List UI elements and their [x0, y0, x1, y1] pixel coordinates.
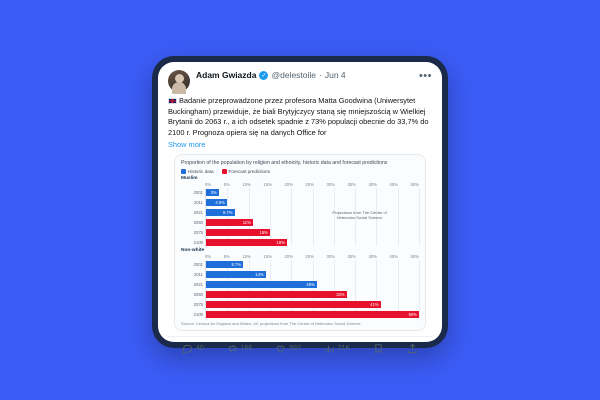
bar-category-label: 2050 — [193, 219, 203, 225]
like-button[interactable] — [275, 343, 301, 354]
bookmark-button[interactable] — [373, 343, 384, 354]
bar-value-label: 8.7% — [231, 261, 242, 267]
x-axis-muslim — [205, 182, 419, 187]
device-frame — [152, 56, 448, 353]
bar — [206, 189, 219, 196]
chart-legend — [181, 169, 419, 174]
bar-row — [193, 198, 419, 206]
bar-category-label: 2100 — [193, 239, 203, 245]
xtick: 10% — [242, 182, 251, 188]
bar-row — [193, 188, 419, 196]
chart-source: Source: Census for England and Wales, UK projections from The Centre of Heterodox Social Science — [181, 321, 361, 327]
bar — [206, 199, 227, 206]
bar-row — [193, 290, 419, 298]
bar-value-label: 33% — [336, 291, 345, 297]
bar-category-label: 2100 — [193, 311, 203, 317]
bars-nonwhite — [193, 260, 419, 318]
bar — [206, 291, 347, 298]
author-block — [196, 70, 432, 80]
show-more-link[interactable]: Show more — [168, 140, 206, 150]
reply-icon — [182, 343, 193, 354]
xtick: 5% — [223, 254, 230, 260]
bar-row — [193, 238, 419, 246]
bars-muslim — [193, 188, 419, 246]
legend-label-forecast: Forecast predictions — [228, 169, 270, 175]
uk-flag-icon — [168, 98, 177, 104]
bookmark-icon — [373, 343, 384, 354]
xtick: 45% — [389, 182, 398, 188]
handle[interactable]: @delestoile — [271, 70, 317, 80]
avatar[interactable] — [168, 70, 190, 92]
more-options-icon[interactable]: ••• — [418, 69, 432, 82]
bar-category-label: 2050 — [193, 291, 203, 297]
bar — [206, 239, 287, 246]
bar-value-label: 19% — [276, 239, 285, 245]
heart-icon — [275, 343, 286, 354]
bar-row — [193, 270, 419, 278]
xtick: 0% — [205, 182, 212, 188]
xtick: 25% — [305, 254, 314, 260]
xtick: 30% — [326, 254, 335, 260]
xtick: 0% — [205, 254, 212, 260]
chart-title: Proportion of the population by religion and ethnicity, historic data and forecast predictions — [181, 160, 388, 167]
xtick: 45% — [389, 254, 398, 260]
xtick: 10% — [242, 254, 251, 260]
views-count: 21K — [337, 345, 351, 353]
xtick: 35% — [347, 254, 356, 260]
bar-row — [193, 208, 419, 216]
bar-row — [193, 260, 419, 268]
bar — [206, 271, 266, 278]
tweet-header — [168, 70, 432, 92]
bar-value-label: 3% — [210, 189, 217, 195]
bar-value-label: 41% — [370, 301, 379, 307]
author-row — [196, 71, 432, 80]
bar — [206, 301, 381, 308]
retweet-button[interactable] — [227, 343, 253, 354]
bar — [206, 219, 253, 226]
legend-swatch-historic — [181, 169, 186, 174]
xtick: 5% — [223, 182, 230, 188]
analytics-icon — [324, 343, 335, 354]
xtick: 15% — [263, 254, 272, 260]
chart-card[interactable] — [174, 154, 426, 331]
bar-category-label: 2021 — [193, 281, 203, 287]
bar-category-label: 2021 — [193, 209, 203, 215]
bar-row — [193, 280, 419, 288]
bar-value-label: 11% — [242, 219, 251, 225]
bar-value-label: 4.9% — [215, 199, 225, 205]
xtick: 50% — [410, 182, 419, 188]
gridline — [419, 260, 420, 318]
tweet-card — [158, 62, 442, 366]
bar-category-label: 2011 — [193, 199, 203, 205]
bar — [206, 229, 270, 236]
bar-category-label: 2001 — [193, 189, 203, 195]
bar — [206, 281, 317, 288]
tweet-body: Badanie przeprowadzone przez profesora Matta Goodwina (Uniwersytet Buckingham) przewiduje, że biali Brytyjczycy staną się mniejszością w Wielkiej Brytanii do 2063 r., a ich odsetek spadnie z 73% populacji obecnie do 33,7% do 2100 r. Prognoza opiera się na danych Office for — [168, 96, 429, 137]
bar — [206, 209, 235, 216]
xtick: 30% — [326, 182, 335, 188]
gridline — [419, 188, 420, 246]
tweet-text — [168, 96, 432, 138]
xtick: 40% — [368, 254, 377, 260]
xtick: 25% — [305, 182, 314, 188]
xtick: 20% — [284, 254, 293, 260]
bar — [206, 311, 419, 318]
bar-category-label: 2075 — [193, 301, 203, 307]
chart-annotation: Projections from The Centre of Heterodox Social Science — [332, 210, 387, 221]
bar-category-label: 2001 — [193, 261, 203, 267]
bar-value-label: 26% — [306, 281, 315, 287]
chart-plot-muslim — [181, 182, 419, 246]
bar-value-label: 15% — [259, 229, 268, 235]
verified-badge-icon: ✓ — [261, 72, 267, 79]
views-button[interactable] — [324, 343, 350, 354]
x-axis-nonwhite — [205, 254, 419, 259]
chart-plot-nonwhite — [181, 254, 419, 318]
device-screen — [158, 62, 442, 353]
bar-category-label: 2011 — [193, 271, 203, 277]
share-button[interactable] — [407, 343, 418, 354]
bar-row — [193, 228, 419, 236]
bar-row — [193, 300, 419, 308]
bar-value-label: 6.7% — [222, 209, 233, 215]
legend-item-forecast — [222, 169, 270, 174]
retweet-icon — [227, 343, 238, 354]
retweet-count: 166 — [240, 345, 253, 353]
group-label-muslim: Muslim — [181, 176, 198, 182]
bar-row — [193, 218, 419, 226]
xtick: 50% — [410, 254, 419, 260]
post-date[interactable]: Jun 4 — [324, 70, 346, 80]
display-name[interactable]: Adam Gwiazda — [196, 70, 257, 80]
xtick: 35% — [347, 182, 356, 188]
bar-row — [193, 310, 419, 318]
reply-count: 40 — [196, 345, 204, 353]
xtick: 40% — [368, 182, 377, 188]
xtick: 15% — [263, 182, 272, 188]
legend-item-historic — [181, 169, 214, 174]
bar-value-label: 50% — [408, 311, 417, 317]
group-label-nonwhite: Non-white — [181, 248, 205, 254]
legend-label-historic: Historic data — [188, 169, 214, 175]
reply-button[interactable] — [182, 343, 204, 354]
xtick: 20% — [284, 182, 293, 188]
share-icon — [407, 343, 418, 354]
bar — [206, 261, 243, 268]
tweet-actions — [168, 336, 432, 360]
bar-value-label: 14% — [255, 271, 264, 277]
bar-category-label: 2075 — [193, 229, 203, 235]
like-count: 592 — [289, 345, 301, 353]
separator-dot: · — [319, 70, 322, 80]
legend-swatch-forecast — [222, 169, 227, 174]
